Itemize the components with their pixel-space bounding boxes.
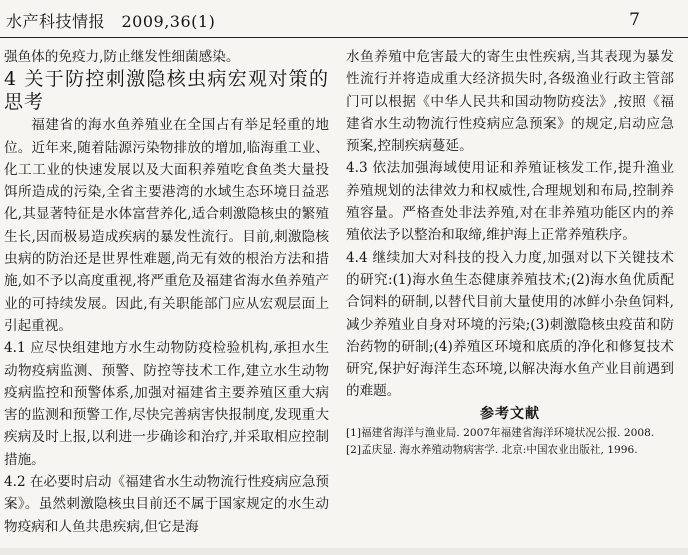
subsection-4-3: 4.3 依法加强海域使用证和养殖证核发工作,提升渔业养殖规划的法律效力和权威性,合理规划和布局,控制养殖容量。严格查处非法养殖,对在非养殖功能区内的养殖依法予以整治和取缔,维护海上正常养殖秩序。 (346, 160, 674, 244)
journal-title: 水产科技情报 2009,36(1) (6, 12, 216, 31)
left-column (4, 46, 329, 538)
page-header (0, 0, 688, 38)
references-title: 参考文献 (480, 405, 540, 422)
body-paragraph: 福建省的海水鱼养殖业在全国占有举足轻重的地位。近年来,随着陆源污染物排放的增加,临海重工业、化工工业的快速发展以及大面积养殖吃食鱼类大量投饵所造成的污染,全省主要港湾的水域生态环境日益恶化,其显著特征是水体富营养化,适合刺激隐核虫的繁殖生长,因而极易造成疾病的暴发性流行。目前,刺激隐核虫病的防治还是世界性难题,尚无有效的根治方法和措施,如不予以高度重视,将严重危及福建省海水鱼养殖产业的可持续发展。因此,有关职能部门应从宏观层面上引起重视。 (4, 117, 329, 334)
right-column (346, 46, 674, 459)
reference-item: [1]福建省海洋与渔业局. 2007年福建省海洋环境状况公报. 2008. (346, 427, 655, 440)
section-heading: 4 关于防控刺激隐核虫病宏观对策的思考 (4, 68, 329, 114)
reference-item: [2]孟庆显. 海水养殖动物病害学. 北京:中国农业出版社, 1996. (346, 444, 638, 457)
continued-paragraph: 水鱼养殖中危害最大的寄生虫性疾病,当其表现为暴发性流行并将造成重大经济损失时,各级渔业行政主管部门可以根据《中华人民共和国动物防疫法》,按照《福建省水生动物流行性疫病应急预案》的规定,启动应急预案,控制疾病蔓延。 (346, 49, 674, 155)
page-bottom-edge (0, 548, 688, 555)
continued-paragraph: 强鱼体的免疫力,防止继发性细菌感染。 (4, 49, 240, 65)
subsection-4-1: 4.1 应尽快组建地方水生动物防疫检验机构,承担水生动物疫病监测、预警、防控等技术工作,建立水生动物疫病监控和预警体系,加强对福建省主要养殖区重大病害的监测和预警工作,尽快完善病害快报制度,发现重大疾病及时上报,以利进一步确诊和治疗,并采取相应控制措施。 (4, 340, 329, 468)
subsection-4-4: 4.4 继续加大对科技的投入力度,加强对以下关键技术的研究:(1)海水鱼生态健康养殖技术;(2)海水鱼优质配合饲料的研制,以替代目前大量使用的冰鲜小杂鱼饲料,减少养殖业自身对环境的污染;(3)刺激隐核虫疫苗和防治药物的研制;(4)养殖区环境和底质的净化和修复技术研究,保护好海洋生态环境,以解决海水鱼产业目前遇到的难题。 (346, 249, 674, 400)
page-number: 7 (629, 10, 640, 30)
subsection-4-2: 4.2 在必要时启动《福建省水生动物流行性疫病应急预案》。虽然刺激隐核虫目前还不属于国家规定的水生动物疫病和人鱼共患疾病,但它是海 (4, 474, 330, 535)
header-rule (0, 37, 688, 38)
